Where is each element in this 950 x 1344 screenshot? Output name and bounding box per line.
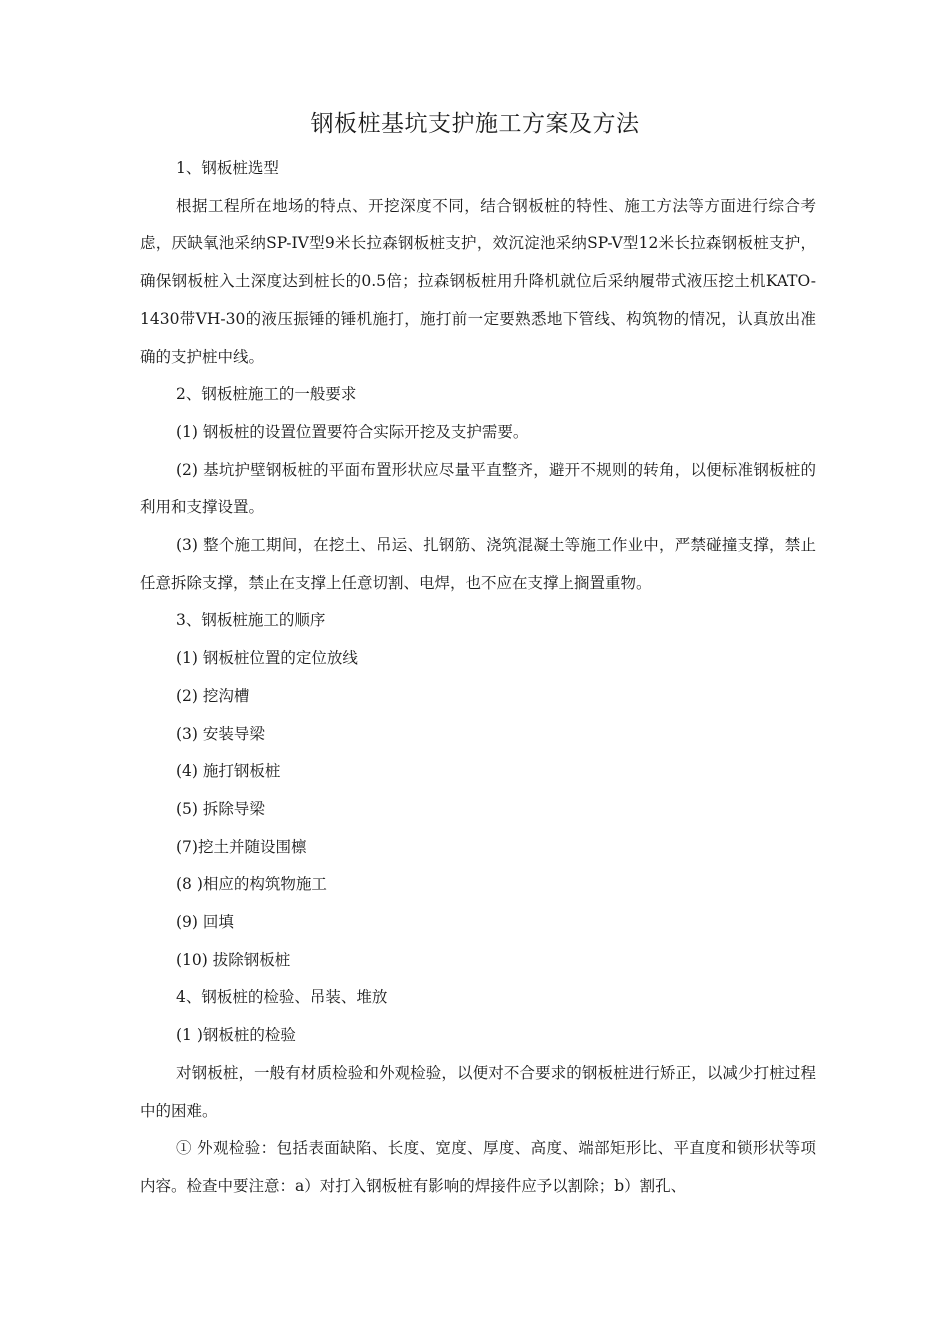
- list-item: (1) 钢板桩位置的定位放线: [176, 649, 358, 668]
- list-item: (3) 安装导梁: [176, 724, 265, 743]
- document-title: 钢板桩基坑支护施工方案及方法: [310, 111, 640, 137]
- list-item: (1) 钢板桩的设置位置要符合实际开挖及支护需要。: [176, 422, 529, 441]
- paragraph-visual-check: ① 外观检验：包括表面缺陷、长度、宽度、厚度、高度、端部矩形比、平直度和锁形状等项内容。检查中要注意：a）对打入钢板桩有影响的焊接件应予以割除；b）割孔、: [140, 1139, 816, 1195]
- section-heading-3: 3、钢板桩施工的顺序: [176, 611, 326, 630]
- list-item: (10) 拔除钢板桩: [176, 950, 291, 969]
- list-item: (3) 整个施工期间，在挖土、吊运、扎钢筋、浇筑混凝土等施工作业中，严禁碰撞支撑，禁止任意拆除支撑，禁止在支撑上任意切割、电焊，也不应在支撑上搁置重物。: [140, 536, 816, 592]
- paragraph-inspection: 对钢板桩，一般有材质检验和外观检验，以便对不合要求的钢板桩进行矫正，以减少打桩过程中的困难。: [140, 1063, 816, 1120]
- list-item: (2) 基坑护壁钢板桩的平面布置形状应尽量平直整齐，避开不规则的转角，以便标准钢板桩的利用和支撑设置。: [140, 460, 816, 517]
- paragraph-selection: 根据工程所在地场的特点、开挖深度不同，结合钢板桩的特性、施工方法等方面进行综合考虑，厌缺氧池采纳SP-IV型9米长拉森钢板桩支护，效沉淀池采纳SP-V型12米长拉森钢板桩支护，确保钢板桩入土深度达到桩长的0.5倍；拉森钢板桩用升降机就位后采纳履带式液压挖土机KATO-1430带VH-30的液压振锤的锤机施打，施打前一定要熟悉地下管线、构筑物的情况，认真放出准确的支护桩中线。: [140, 196, 816, 366]
- list-item: (5) 拆除导梁: [176, 799, 265, 818]
- list-item: (9) 回填: [176, 913, 234, 932]
- section-heading-4: 4、钢板桩的检验、吊装、堆放: [176, 988, 388, 1007]
- list-item: (8 )相应的构筑物施工: [176, 875, 327, 894]
- section-heading-2: 2、钢板桩施工的一般要求: [176, 385, 357, 404]
- section-heading-1: 1、钢板桩选型: [176, 159, 279, 177]
- sub-heading: (1 )钢板桩的检验: [176, 1026, 296, 1045]
- list-item: (4) 施打钢板桩: [176, 762, 281, 781]
- document-body: [140, 150, 816, 1206]
- list-item: (7)挖土并随设围檩: [176, 837, 307, 856]
- list-item: (2) 挖沟槽: [176, 686, 250, 705]
